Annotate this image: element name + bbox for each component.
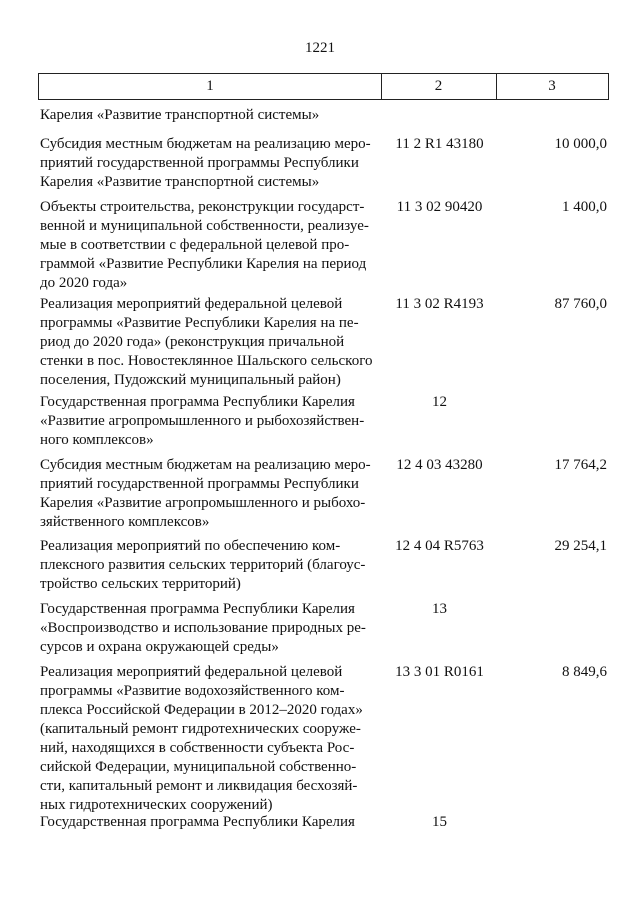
description-line: сурсов и охрана окружающей среды» (40, 639, 279, 655)
row-code: 15 (432, 814, 447, 830)
header-col-2: 2 (381, 74, 497, 99)
row-description (40, 198, 378, 293)
description-line: «Воспроизводство и использование природных ре- (40, 620, 366, 636)
table-header (38, 73, 609, 100)
row-amount: 10 000,0 (554, 136, 607, 152)
description-line: до 2020 года» (40, 275, 128, 291)
description-line: Субсидия местным бюджетам на реализацию меро- (40, 136, 371, 152)
row-description (40, 106, 378, 125)
row-code: 12 4 04 R5763 (395, 538, 484, 554)
row-amount: 8 849,6 (562, 664, 607, 680)
row-code: 13 (432, 601, 447, 617)
row-description (40, 393, 378, 450)
description-line: (капитальный ремонт гидротехнических сооруже- (40, 721, 361, 737)
row-description (40, 600, 378, 657)
page-number: 1221 (305, 40, 335, 56)
description-line: венной и муниципальной собственности, реализуе- (40, 218, 369, 234)
description-line: зяйственного комплексов» (40, 514, 210, 530)
row-description (40, 663, 378, 815)
description-line: Карелия «Развитие транспортной системы» (40, 174, 320, 190)
row-description (40, 537, 378, 594)
description-line: программы «Развитие водохозяйственного ком- (40, 683, 345, 699)
description-line: сийской Федерации, муниципальной собственно- (40, 759, 357, 775)
description-line: Государственная программа Республики Карелия (40, 601, 355, 617)
row-description (40, 135, 378, 192)
description-line: приятий государственной программы Республики (40, 476, 359, 492)
description-line: стенки в пос. Новостеклянное Шальского сельского (40, 353, 373, 369)
description-line: Карелия «Развитие агропромышленного и рыбохо- (40, 495, 366, 511)
description-line: ного комплексов» (40, 432, 154, 448)
row-amount: 1 400,0 (562, 199, 607, 215)
description-line: ных гидротехнических сооружений) (40, 797, 273, 813)
description-line: тройство сельских территорий) (40, 576, 241, 592)
description-line: Субсидия местным бюджетам на реализацию меро- (40, 457, 371, 473)
row-code: 11 3 02 90420 (396, 199, 483, 215)
description-line: риод до 2020 года» (реконструкция причальной (40, 334, 345, 350)
row-description (40, 456, 378, 532)
row-code: 12 4 03 43280 (396, 457, 483, 473)
description-line: Реализация мероприятий федеральной целевой (40, 664, 343, 680)
row-code: 11 2 R1 43180 (395, 136, 484, 152)
description-line: Государственная программа Республики Карелия (40, 394, 355, 410)
header-col-1: 1 (39, 74, 382, 99)
description-line: Карелия «Развитие транспортной системы» (40, 107, 320, 123)
description-line: сти, капитальный ремонт и ликвидация бесхозяй- (40, 778, 358, 794)
description-line: программы «Развитие Республики Карелия на пе- (40, 315, 359, 331)
description-line: граммой «Развитие Республики Карелия на период (40, 256, 367, 272)
row-code: 13 3 01 R0161 (395, 664, 484, 680)
description-line: Объекты строительства, реконструкции государст- (40, 199, 365, 215)
row-code: 11 3 02 R4193 (395, 296, 484, 312)
row-amount: 29 254,1 (554, 538, 607, 554)
description-line: Государственная программа Республики Карелия (40, 814, 355, 830)
description-line: поселения, Пудожский муниципальный район) (40, 372, 341, 388)
description-line: «Развитие агропромышленного и рыбохозяйствен- (40, 413, 365, 429)
row-description (40, 295, 378, 390)
description-line: мые в соответствии с федеральной целевой про- (40, 237, 350, 253)
description-line: Реализация мероприятий по обеспечению ком- (40, 538, 341, 554)
description-line: ний, находящихся в собственности субъекта Рос- (40, 740, 355, 756)
row-code: 12 (432, 394, 447, 410)
description-line: плекса Российской Федерации в 2012–2020 годах» (40, 702, 363, 718)
row-amount: 17 764,2 (554, 457, 607, 473)
header-col-3: 3 (548, 78, 556, 94)
row-amount: 87 760,0 (554, 296, 607, 312)
description-line: приятий государственной программы Республики (40, 155, 359, 171)
row-description (40, 813, 378, 832)
description-line: Реализация мероприятий федеральной целевой (40, 296, 343, 312)
description-line: плексного развития сельских территорий (благоус- (40, 557, 366, 573)
